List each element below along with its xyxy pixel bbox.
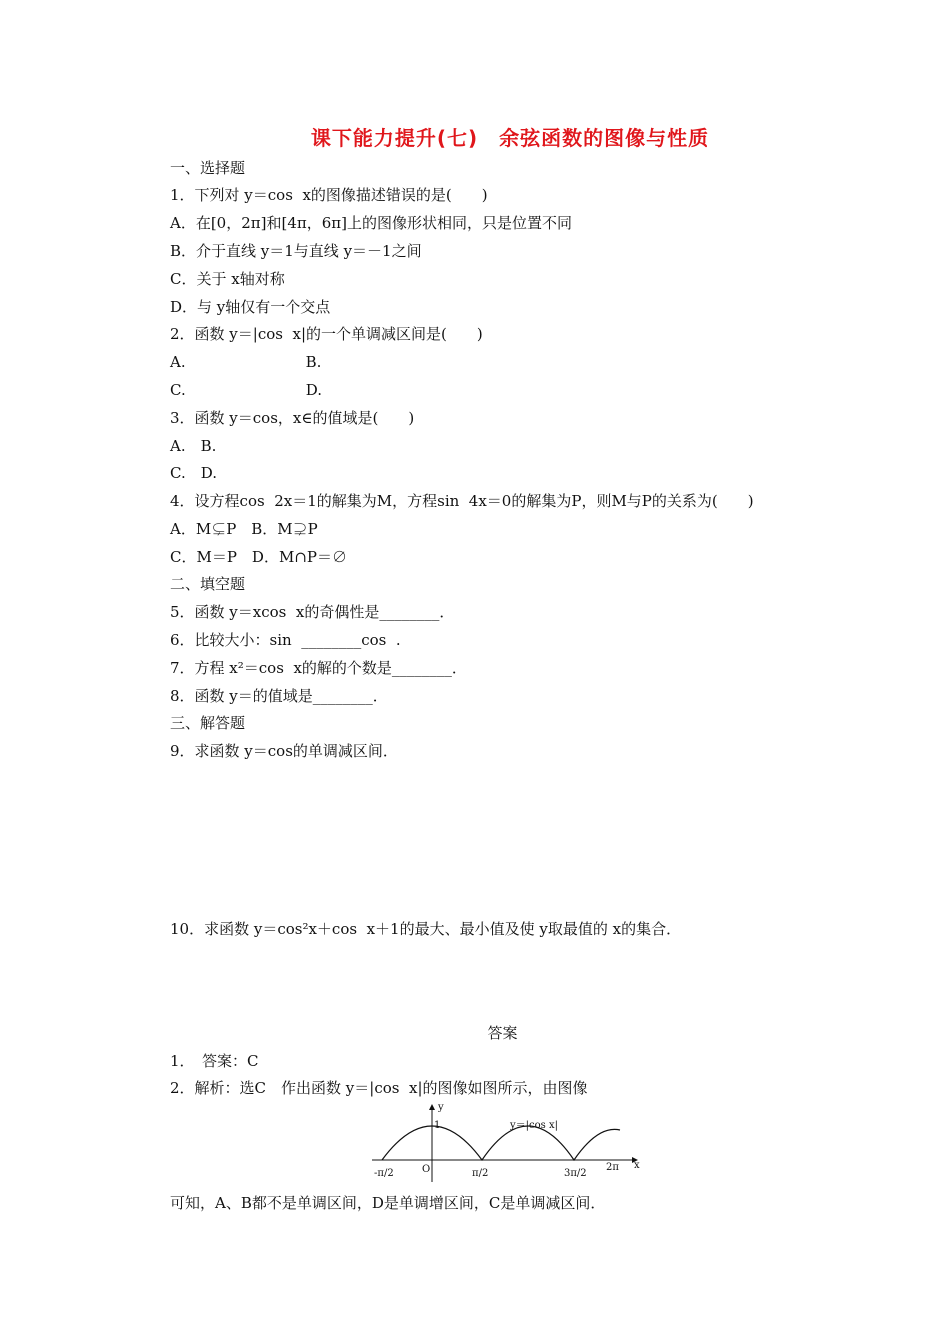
answer-1: 1． 答案：C	[170, 1052, 259, 1070]
question-10: 10．求函数 y＝cos²x＋cos x＋1的最大、最小值及使 y取最值的 x的集合．	[170, 920, 682, 938]
question-7: 7．方程 x²＝cos x的解的个数是________．	[170, 659, 467, 677]
q4-options-ab: A．M⊊P B．M⊋P	[170, 520, 318, 538]
q4-options-cd: C．M＝P D．M∩P＝∅	[170, 548, 347, 566]
abs-cos-curve	[382, 1126, 620, 1160]
answer-2-conclusion: 可知，A、B都不是单调区间，D是单调增区间，C是单调减区间．	[170, 1194, 606, 1212]
tick-three-half-pi: 3π/2	[564, 1168, 587, 1179]
q1-option-a: A．在[0，2π]和[4π，6π]上的图像形状相同，只是位置不同	[170, 214, 572, 232]
question-5: 5．函数 y＝xcos x的奇偶性是________．	[170, 603, 455, 621]
x-axis-label: x	[634, 1160, 640, 1171]
tick-half-pi: π/2	[472, 1168, 489, 1179]
question-8: 8．函数 y＝的值域是________．	[170, 687, 388, 705]
page-title: 课下能力提升(七) 余弦函数的图像与性质	[310, 126, 710, 150]
curve-label: y＝|cos x|	[510, 1120, 558, 1131]
q3-options-cd: C. D.	[170, 464, 217, 482]
question-3: 3．函数 y＝cos，x∈的值域是( )	[170, 409, 415, 427]
q2-options-cd: C. D.	[170, 381, 322, 399]
one-label: 1	[434, 1120, 441, 1131]
question-1: 1．下列对 y＝cos x的图像描述错误的是( )	[170, 186, 488, 204]
tick-neg-half-pi: -π/2	[374, 1168, 394, 1179]
abs-cos-graph	[370, 1102, 640, 1184]
question-6: 6．比较大小：sin ________cos .	[170, 631, 401, 649]
answers-heading: 答案	[487, 1024, 518, 1042]
q3-options-ab: A. B.	[170, 437, 217, 455]
y-axis-arrow	[429, 1104, 435, 1110]
answer-2: 2．解析：选C 作出函数 y＝|cos x|的图像如图所示，由图像	[170, 1079, 588, 1097]
q2-options-ab: A. B.	[170, 353, 322, 371]
question-2: 2．函数 y＝|cos x|的一个单调减区间是( )	[170, 325, 483, 343]
q1-option-b: B．介于直线 y＝1与直线 y＝－1之间	[170, 242, 422, 260]
question-9: 9．求函数 y＝cos的单调减区间．	[170, 742, 398, 760]
section-heading-answer: 三、解答题	[170, 714, 246, 732]
y-axis-label: y	[438, 1102, 444, 1113]
tick-two-pi: 2π	[606, 1162, 619, 1173]
origin-label: O	[422, 1164, 431, 1175]
section-heading-fill: 二、填空题	[170, 575, 246, 593]
question-4: 4．设方程cos 2x＝1的解集为M，方程sin 4x＝0的解集为P，则M与P的关系为( )	[170, 492, 754, 510]
q1-option-d: D．与 y轴仅有一个交点	[170, 298, 331, 316]
section-heading-choice: 一、选择题	[170, 159, 246, 177]
q1-option-c: C．关于 x轴对称	[170, 270, 285, 288]
